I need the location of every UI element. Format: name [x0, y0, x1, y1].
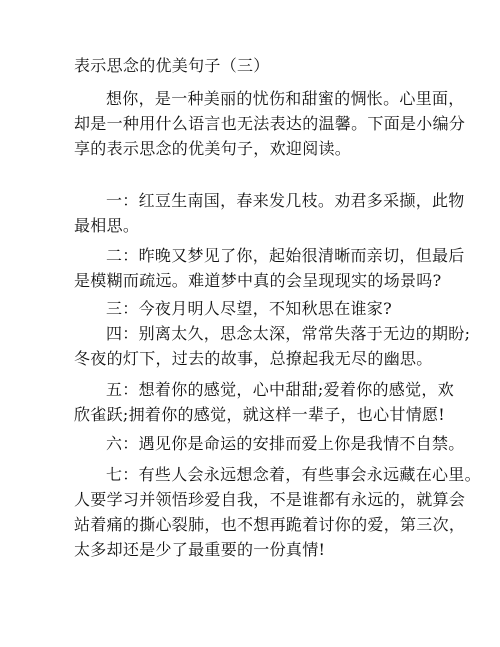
sentence-6: [74, 431, 465, 456]
sentence-line: 五：想着你的感觉，心中甜甜;爱着你的感觉，欢: [106, 380, 454, 399]
sentence-line: 冬夜的灯下，过去的故事，总撩起我无尽的幽思。: [74, 349, 433, 368]
sentence-4: [74, 321, 471, 371]
sentence-7: [74, 462, 481, 562]
sentence-line: 是模糊而疏远。难道梦中真的会呈现现实的场景吗?: [74, 271, 442, 290]
sentence-line: 二：昨晚又梦见了你，起始很清晰而亲切，但最后: [106, 246, 465, 265]
sentence-line: 人要学习并领悟珍爱自我，不是谁都有永远的，就算会: [74, 490, 466, 509]
sentence-line: 欣雀跃;拥着你的感觉，就这样一辈子，也心甘情愿!: [74, 405, 446, 424]
sentence-5: [74, 377, 454, 427]
document-title: 表示思念的优美句子（三）: [74, 56, 270, 75]
sentence-line: 七：有些人会永远想念着，有些事会永远藏在心里。: [106, 465, 481, 484]
sentence-2: [74, 243, 465, 293]
sentence-1: [74, 188, 465, 238]
sentence-line: 四：别离太久，思念太深，常常失落于无边的期盼;: [106, 324, 471, 343]
sentence-line: 六：遇见你是命运的安排而爱上你是我情不自禁。: [106, 434, 465, 453]
intro-line: 享的表示思念的优美句子，欢迎阅读。: [74, 139, 352, 158]
sentence-line: 太多却还是少了最重要的一份真情!: [74, 540, 326, 559]
intro-line: 想你，是一种美丽的忧伤和甜蜜的惆怅。心里面，: [106, 89, 465, 108]
intro-line: 却是一种用什么语言也无法表达的温馨。下面是小编分: [74, 114, 466, 133]
sentence-line: 三：今夜月明人尽望，不知秋思在谁家?: [106, 299, 392, 318]
sentence-line: 站着痛的撕心裂肺，也不想再跪着讨你的爱，第三次，: [74, 515, 466, 534]
intro-paragraph: [74, 86, 466, 161]
sentence-line: 最相思。: [74, 216, 140, 235]
sentence-line: 一：红豆生南国，春来发几枝。劝君多采撷，此物: [106, 191, 465, 210]
sentence-3: [74, 296, 434, 321]
